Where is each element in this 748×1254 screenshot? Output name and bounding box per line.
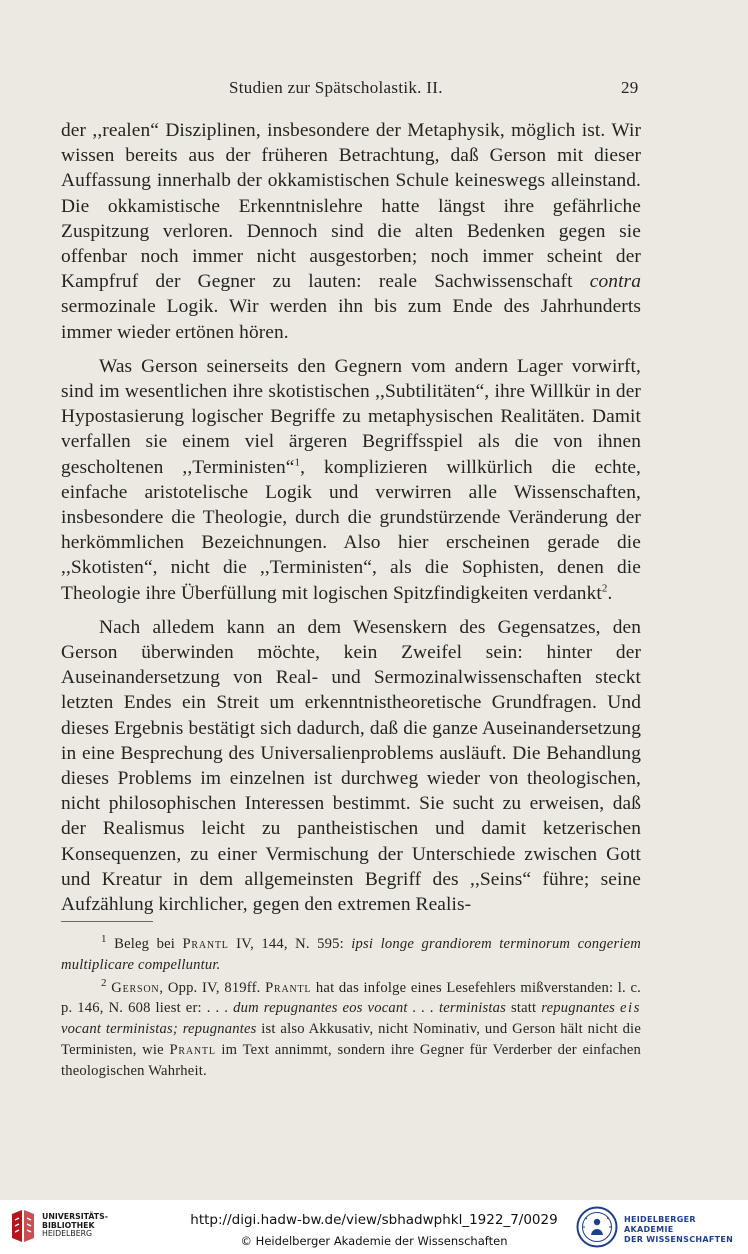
footnote-divider	[61, 921, 153, 922]
text-run: Was Gerson seinerseits den Gegnern vom andern Lager vorwirft, sind im wesentlichen ihre skotistischen ,,Subtilitäten“, ihre Willkür in der Hypostasierung logischer Begriffe zu metaphysischen Realitäten. Damit verfallen sie einem viel ärgeren Begriffsspiel als die von ihnen gescholtenen ,,Terministen“	[61, 355, 641, 478]
paragraph	[61, 354, 641, 606]
text-run: , Opp. IV, 819ff.	[159, 979, 266, 996]
paragraph	[61, 118, 641, 345]
body-text	[61, 118, 641, 917]
permalink-url[interactable]: http://digi.hadw-bw.de/view/sbhadwphkl_1922_7/0029	[190, 1212, 558, 1228]
text-run: .	[607, 582, 613, 604]
text-run: contra	[589, 271, 641, 293]
academy-name-line: DER WISSENSCHAFTEN	[624, 1235, 734, 1244]
text-run: Nach alledem kann an dem Wesenskern des Gegensatzes, den Gerson überwinden möchte, kein Zweifel sein: hinter der Auseinandersetzung von Real- und Sermozinalwissenschaften steckt letzten Endes ein Streit um erkenntnistheoretische Grundfragen. Und dieses Ergebnis bestätigt sich dadurch, daß die ganze Auseinandersetzung in eine Besprechung des Universalienproblems ausläuft. Die Behandlung dieses Problems im einzelnen ist durchweg wieder von theologischen, nicht philosophischen Interessen bestimmt. Sie sucht zu erweisen, daß der Realismus leicht zu pantheistischen und damit ketzerischen Konsequenzen, zu einer Vermischung der Unterschiede zwischen Gott und Kreatur in dem allgemeinsten Begriff des ,,Seins“ führe; seine Aufzählung kirchlicher, gegen den extremen Realis-	[61, 616, 641, 916]
text-run: hat das infolge eines Lesefehlers mißverstanden: l. c. p. 146, N. 608 liest er: . . .	[61, 979, 641, 1017]
text-run: dum repugnantes eos vocant . . . terministas	[233, 1000, 507, 1017]
running-head	[0, 78, 748, 100]
academy-seal-icon	[576, 1206, 618, 1248]
text-run: Beleg bei	[106, 936, 183, 952]
text-run: ist also Akkusativ, nicht Nominativ, und Gerson hält nicht die Terministen, wie	[61, 1021, 641, 1058]
library-name-line: HEIDELBERG	[42, 1229, 93, 1239]
paragraph	[61, 615, 641, 917]
author-name: Prantl	[182, 936, 229, 952]
footnote-marker: 1	[101, 933, 107, 946]
text-run: statt	[506, 1000, 542, 1017]
viewer-footer	[0, 1200, 748, 1254]
text-run: sermozinale Logik. Wir werden ihn bis zum Ende des Jahrhunderts immer wieder ertönen hören.	[61, 296, 641, 343]
text-run: der ,,realen“ Disziplinen, insbesondere der Metaphysik, möglich ist. Wir wissen bereits aus der früheren Betrachtung, daß Gerson mit dieser Auffassung innerhalb der okkamistischen Schule keineswegs alleinstand. Die okkamistische Erkenntnislehre hatte längst ihre gefährliche Zuspitzung verloren. Dennoch sind die alten Bedenken gegen sie offenbar noch immer nicht ausgestorben; noch immer scheint der Kampfruf der Gegner zu lauten: reale Sachwissenschaft	[61, 120, 641, 293]
author-name: Prantl	[169, 1041, 216, 1058]
academy-name	[624, 1215, 748, 1245]
text-run: eis	[619, 1000, 641, 1017]
footnote-marker: 2	[101, 976, 107, 989]
text-run: IV, 144, N. 595:	[228, 936, 352, 952]
text-run: ipsi longe grandiorem terminorum congeriem multiplicare compelluntur.	[61, 936, 641, 973]
text-run: vocant terministas; repugnantes	[61, 1021, 257, 1038]
library-name-line: UNIVERSITÄTS-	[42, 1212, 108, 1221]
footnote	[61, 934, 641, 976]
author-name: Prantl	[265, 979, 312, 996]
page-number: 29	[621, 78, 639, 97]
copyright-notice: © Heidelberger Akademie der Wissenschaften	[240, 1234, 508, 1248]
text-run: repugnantes	[541, 1000, 620, 1017]
author-name: Gerson	[111, 979, 160, 996]
footnote	[61, 978, 641, 1082]
text-run: im Text annimmt, sondern ihre Gegner für Verderber der einfachen theologischen Wahrheit.	[61, 1041, 641, 1079]
footnotes	[61, 934, 641, 1084]
footnote-marker: 1	[294, 456, 301, 469]
footnote-marker: 2	[601, 582, 608, 595]
academy-name-line: HEIDELBERGER AKADEMIE	[624, 1215, 696, 1234]
library-name-line: BIBLIOTHEK	[42, 1220, 95, 1230]
running-title: Studien zur Spätscholastik. II.	[229, 78, 443, 97]
text-run: , komplizieren willkürlich die echte, einfache aristotelische Logik und verwirren alle Wissenschaften, insbesondere die Theologie, durch die grundstürzende Veränderung der herkömmlichen Bezeichnungen. Also hier erscheinen gerade die ,,Skotisten“, nicht die ,,Terministen“, als die Sophisten, denen die Theologie ihre Überfüllung mit logischen Spitzfindigkeiten verdankt	[61, 456, 641, 604]
